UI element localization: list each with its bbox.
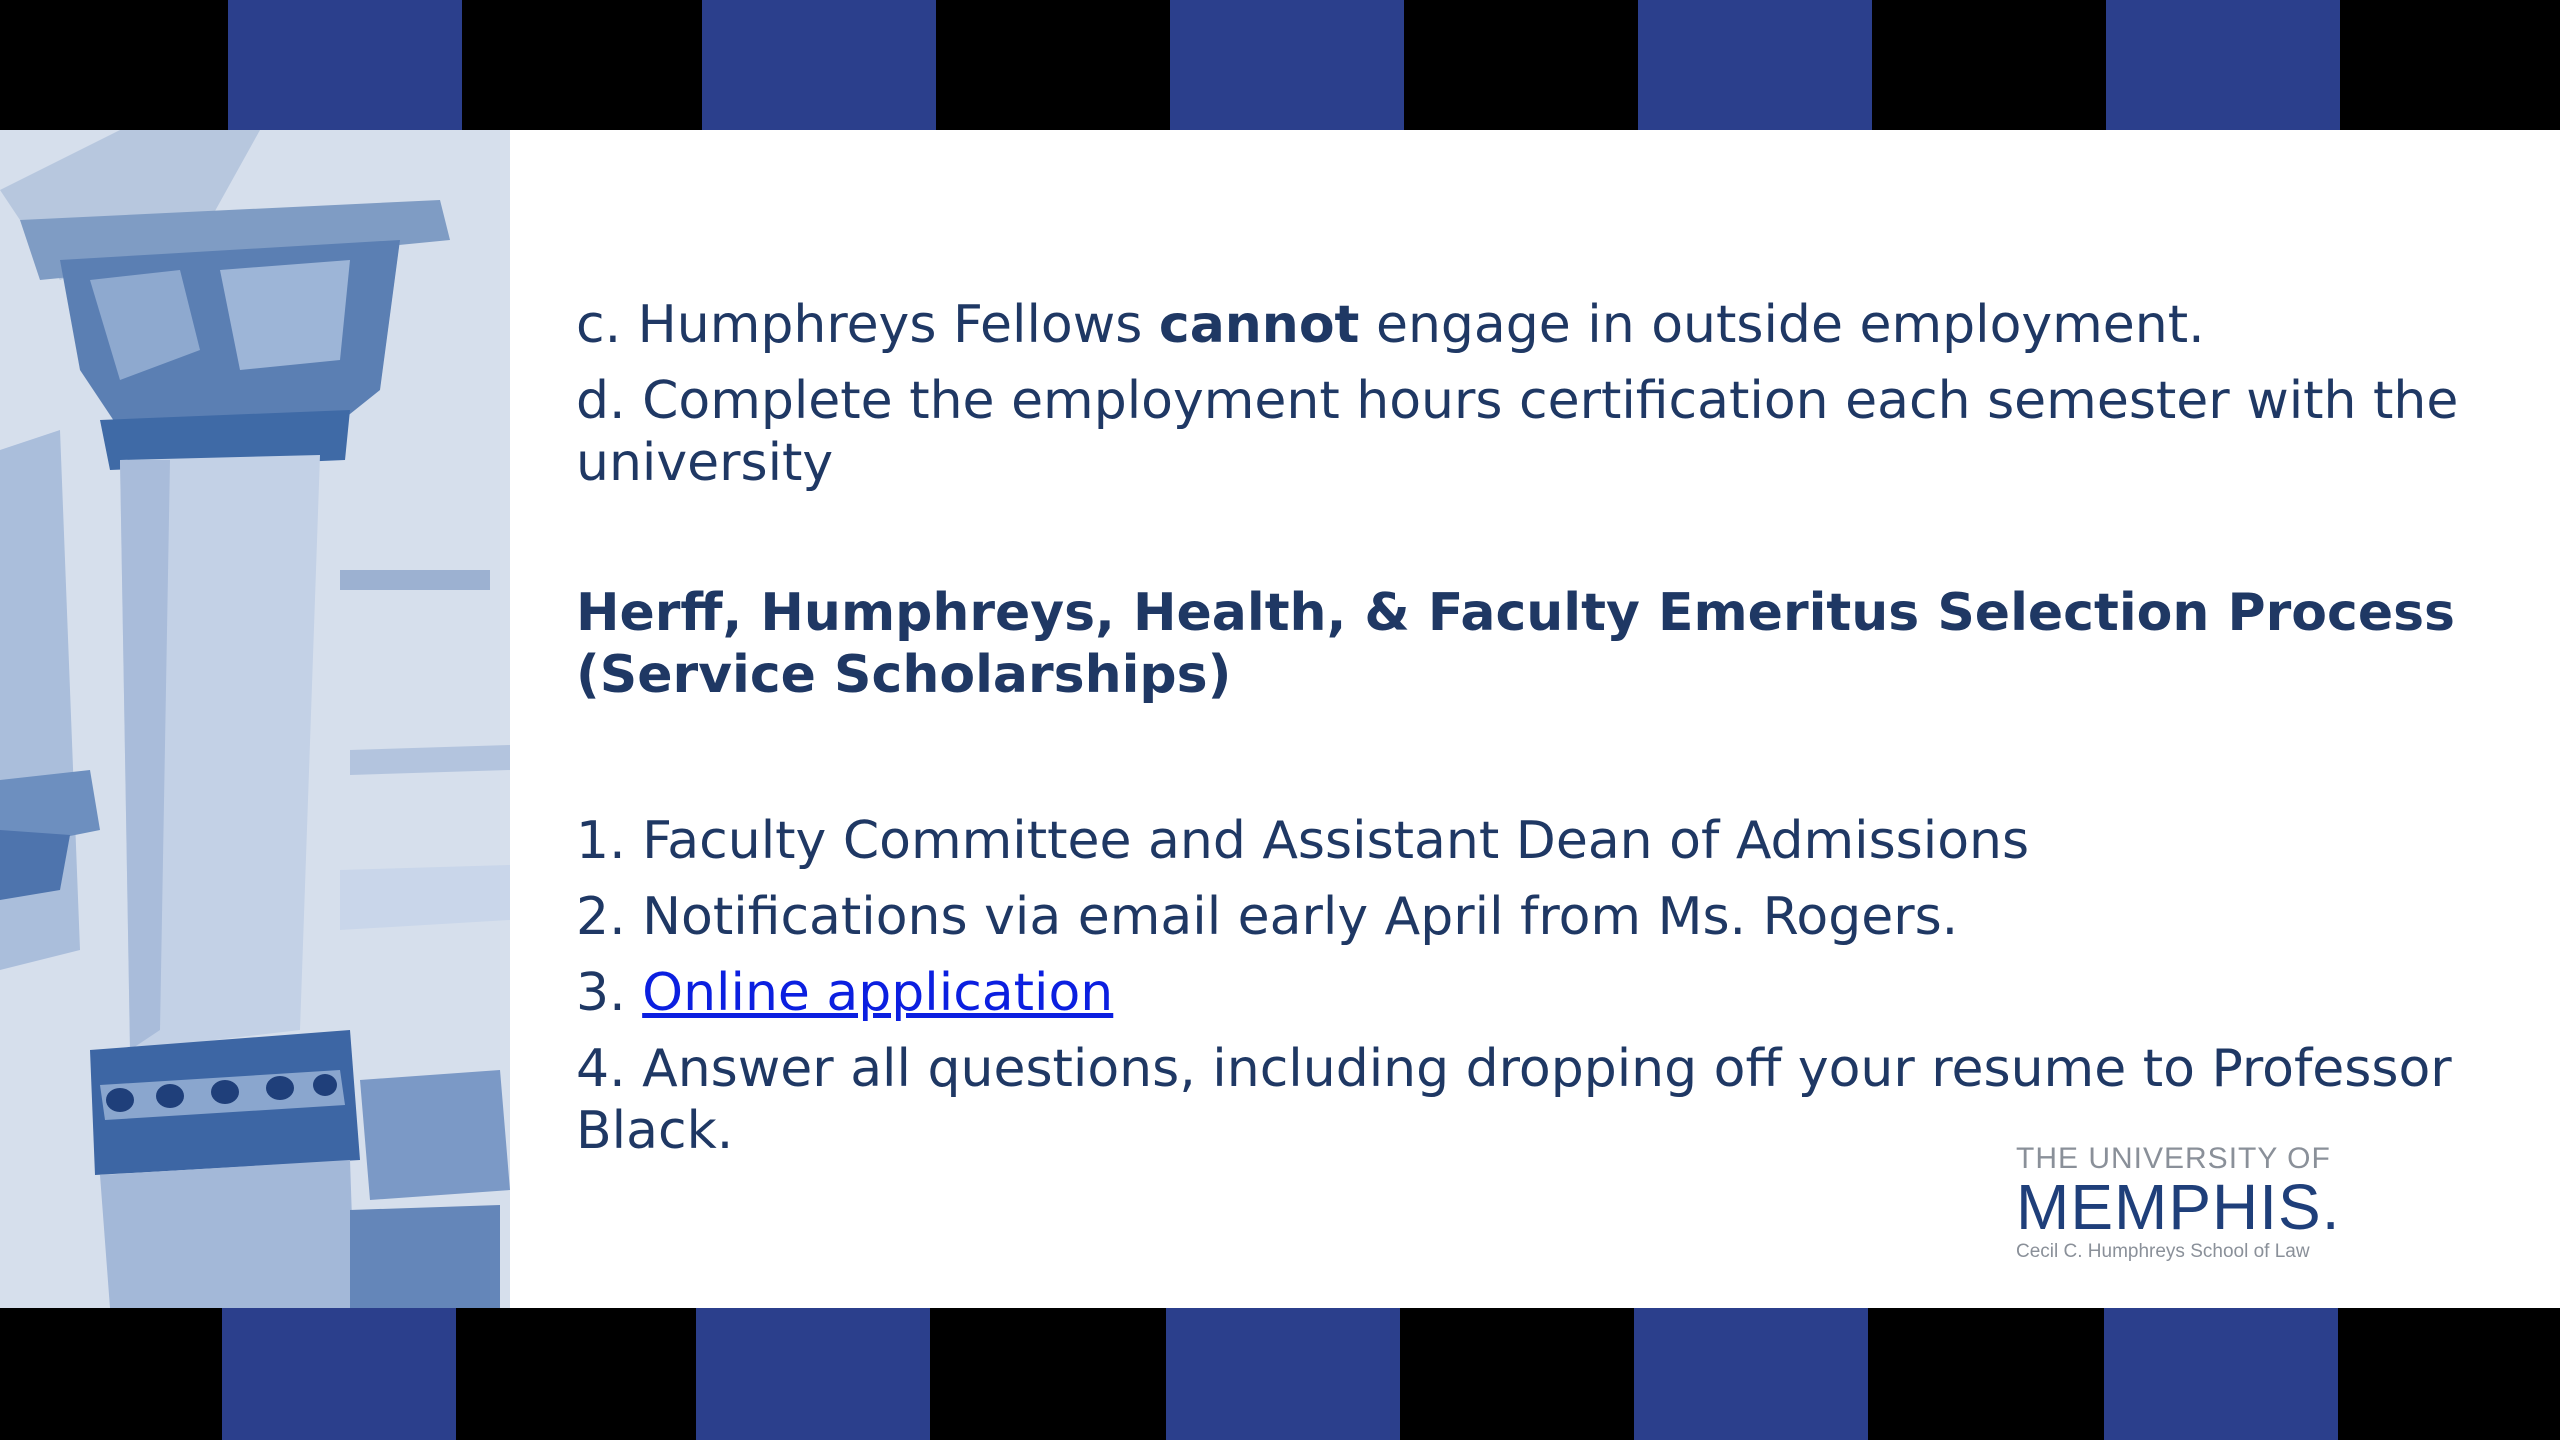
item-c-emphasis: cannot — [1158, 295, 1360, 355]
decorative-column-image — [0, 130, 510, 1308]
online-application-link[interactable]: Online application — [642, 963, 1114, 1023]
top-border-band — [0, 0, 2560, 130]
border-stripe — [222, 1308, 456, 1440]
logo-subtitle: Cecil C. Humphreys School of Law — [2016, 1241, 2310, 1262]
border-stripe — [1638, 0, 1872, 130]
slide-content — [576, 294, 2496, 1176]
border-stripe — [228, 0, 462, 130]
bottom-border-band — [0, 1308, 2560, 1440]
list-item-2: 2. Notifications via email early April from Ms. Rogers. — [576, 887, 1959, 947]
border-stripe — [702, 0, 936, 130]
item-c-text-end: engage in outside employment. — [1359, 295, 2205, 355]
item-c — [576, 294, 2496, 356]
item-d: d. Complete the employment hours certification each semester with the university — [576, 371, 2459, 493]
border-stripe — [2104, 1308, 2338, 1440]
university-logo — [2016, 1142, 2356, 1272]
list-item-1: 1. Faculty Committee and Assistant Dean of Admissions — [576, 811, 2030, 871]
column-illustration-icon — [0, 130, 510, 1308]
slide — [0, 130, 2560, 1308]
border-stripe — [1166, 1308, 1400, 1440]
logo-name: MEMPHIS. — [2016, 1171, 2341, 1243]
border-stripe — [696, 1308, 930, 1440]
list-item-3-prefix: 3. — [576, 963, 643, 1023]
list-item-3 — [576, 962, 2496, 1024]
border-stripe — [1170, 0, 1404, 130]
logo-top-text: THE UNIVERSITY OF — [2016, 1142, 2331, 1175]
section-heading: Herff, Humphreys, Health, & Faculty Emeritus Selection Process (Service Scholarships) — [576, 583, 2455, 705]
item-c-text: c. Humphreys Fellows — [576, 295, 1159, 355]
border-stripe — [2106, 0, 2340, 130]
border-stripe — [1634, 1308, 1868, 1440]
list-item-4: 4. Answer all questions, including dropping off your resume to Professor Black. — [576, 1039, 2452, 1161]
